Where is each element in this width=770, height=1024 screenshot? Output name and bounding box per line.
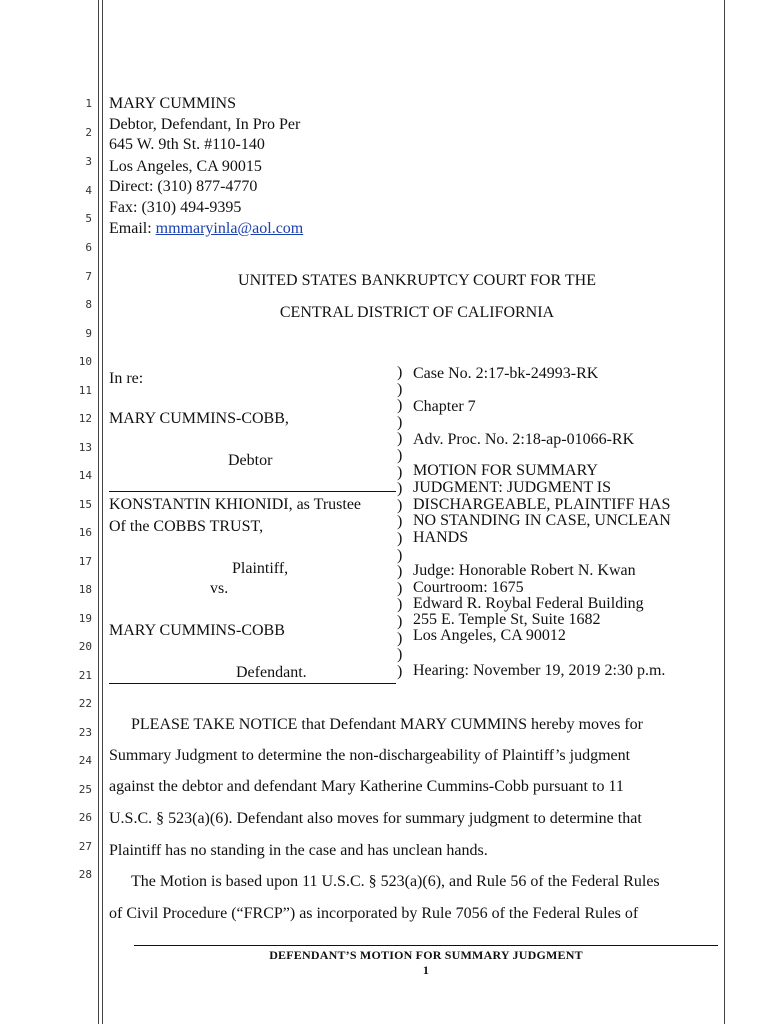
left-margin-rule-inner (102, 0, 103, 1024)
caption-paren: ) (397, 480, 403, 498)
line-number: 21 (78, 669, 92, 682)
in-re-label: In re: (109, 370, 144, 387)
line-number: 6 (85, 241, 92, 254)
court-building: Edward R. Roybal Federal Building (413, 595, 644, 612)
court-title-line-1: UNITED STATES BANKRUPTCY COURT FOR THE (238, 272, 596, 289)
line-number: 15 (78, 498, 92, 511)
line-number: 20 (78, 640, 92, 653)
caption-paren: ) (397, 530, 403, 547)
defendant-label: Defendant. (236, 664, 307, 681)
motion-title-line: MOTION FOR SUMMARY (413, 462, 598, 479)
line-number: 9 (85, 327, 92, 340)
line-number: 11 (78, 384, 92, 397)
line-number: 10 (78, 355, 92, 368)
judge-name: Judge: Honorable Robert N. Kwan (413, 562, 636, 579)
defendant-name: MARY CUMMINS-COBB (109, 622, 285, 639)
caption-paren: ) (397, 463, 403, 481)
filer-role: Debtor, Defendant, In Pro Per (109, 116, 301, 133)
line-number: 5 (85, 212, 92, 225)
caption-paren: ) (397, 662, 403, 680)
motion-title-line: NO STANDING IN CASE, UNCLEAN (413, 512, 671, 529)
footer-title: DEFENDANT’S MOTION FOR SUMMARY JUDGMENT (269, 948, 583, 962)
line-number: 22 (78, 697, 92, 710)
court-title-line-2: CENTRAL DISTRICT OF CALIFORNIA (279, 304, 555, 321)
debtor-name: MARY CUMMINS-COBB, (109, 410, 289, 427)
debtor-label: Debtor (228, 452, 273, 469)
page-number: 1 (422, 963, 430, 977)
caption-divider (109, 491, 396, 492)
line-number: 8 (85, 298, 92, 311)
body-line: PLEASE TAKE NOTICE that Defendant MARY CUMMINS hereby moves for (131, 716, 643, 733)
line-number: 4 (85, 184, 92, 197)
chapter: Chapter 7 (413, 398, 476, 415)
body-line: U.S.C. § 523(a)(6). Defendant also moves for summary judgment to determine that (109, 810, 642, 827)
line-number: 1 (85, 97, 92, 110)
caption-paren: ) (397, 563, 403, 581)
filer-direct-phone: Direct: (310) 877-4770 (109, 178, 258, 195)
filer-city: Los Angeles, CA 90015 (109, 158, 262, 175)
line-number: 12 (78, 412, 92, 425)
line-number: 13 (78, 441, 92, 454)
court-city: Los Angeles, CA 90012 (413, 627, 566, 644)
plaintiff-name-line-1: KONSTANTIN KHIONIDI, as Trustee (109, 496, 362, 513)
hearing-date: Hearing: November 19, 2019 2:30 p.m. (413, 662, 666, 679)
line-number: 7 (85, 270, 92, 283)
filer-street: 645 W. 9th St. #110-140 (109, 136, 265, 153)
email-link[interactable]: mmmaryinla@aol.com (155, 220, 304, 237)
caption-paren: ) (397, 364, 403, 381)
line-number: 24 (78, 754, 92, 767)
filer-fax: Fax: (310) 494-9395 (109, 199, 242, 216)
caption-paren: ) (397, 546, 403, 564)
body-line: against the debtor and defendant Mary Katherine Cummins-Cobb pursuant to 11 (109, 778, 624, 795)
line-number: 19 (78, 612, 92, 625)
case-number: Case No. 2:17-bk-24993-RK (413, 365, 599, 382)
line-number: 17 (78, 555, 92, 568)
line-number: 23 (78, 726, 92, 739)
body-line: Summary Judgment to determine the non-dischargeability of Plaintiff’s judgment (109, 747, 631, 764)
filer-name: MARY CUMMINS (109, 95, 236, 112)
footer-rule (134, 945, 718, 946)
line-number: 18 (78, 583, 92, 596)
caption-paren: ) (397, 629, 403, 647)
caption-bottom-rule (109, 683, 396, 684)
line-number: 26 (78, 811, 92, 824)
caption-paren: ) (397, 380, 403, 398)
caption-paren: ) (397, 397, 403, 415)
courtroom: Courtroom: 1675 (413, 579, 524, 596)
line-number: 25 (78, 783, 92, 796)
caption-paren: ) (397, 579, 403, 597)
motion-title-line: JUDGMENT: JUDGMENT IS (413, 479, 612, 496)
line-number: 2 (85, 126, 92, 139)
caption-paren: ) (397, 646, 403, 664)
line-number: 3 (85, 155, 92, 168)
filer-email-line (109, 219, 303, 239)
caption-paren: ) (397, 596, 403, 614)
plaintiff-name-line-2: Of the COBBS TRUST, (109, 518, 264, 535)
right-margin-rule (724, 0, 725, 1024)
line-number: 14 (78, 469, 92, 482)
left-margin-rule-outer (98, 0, 99, 1024)
court-street: 255 E. Temple St, Suite 1682 (413, 611, 601, 628)
caption-paren: ) (397, 513, 403, 531)
motion-title-line: DISCHARGEABLE, PLAINTIFF HAS (413, 496, 671, 513)
email-label: Email: (109, 220, 156, 237)
body-line: Plaintiff has no standing in the case and has unclean hands. (109, 842, 488, 859)
adversary-proceeding-number: Adv. Proc. No. 2:18-ap-01066-RK (413, 431, 635, 448)
motion-title-line: HANDS (413, 529, 469, 546)
caption-paren: ) (397, 496, 403, 514)
line-number: 27 (78, 840, 92, 853)
versus-label: vs. (210, 580, 229, 597)
body-line: The Motion is based upon 11 U.S.C. § 523(a)(6), and Rule 56 of the Federal Rules (131, 873, 660, 890)
caption-paren: ) (397, 613, 403, 630)
caption-paren: ) (397, 413, 403, 431)
line-number: 16 (78, 526, 92, 539)
plaintiff-label: Plaintiff, (232, 560, 289, 577)
line-number: 28 (78, 868, 92, 881)
caption-paren: ) (397, 447, 403, 464)
caption-paren: ) (397, 430, 403, 448)
body-line: of Civil Procedure (“FRCP”) as incorporated by Rule 7056 of the Federal Rules of (109, 905, 639, 922)
